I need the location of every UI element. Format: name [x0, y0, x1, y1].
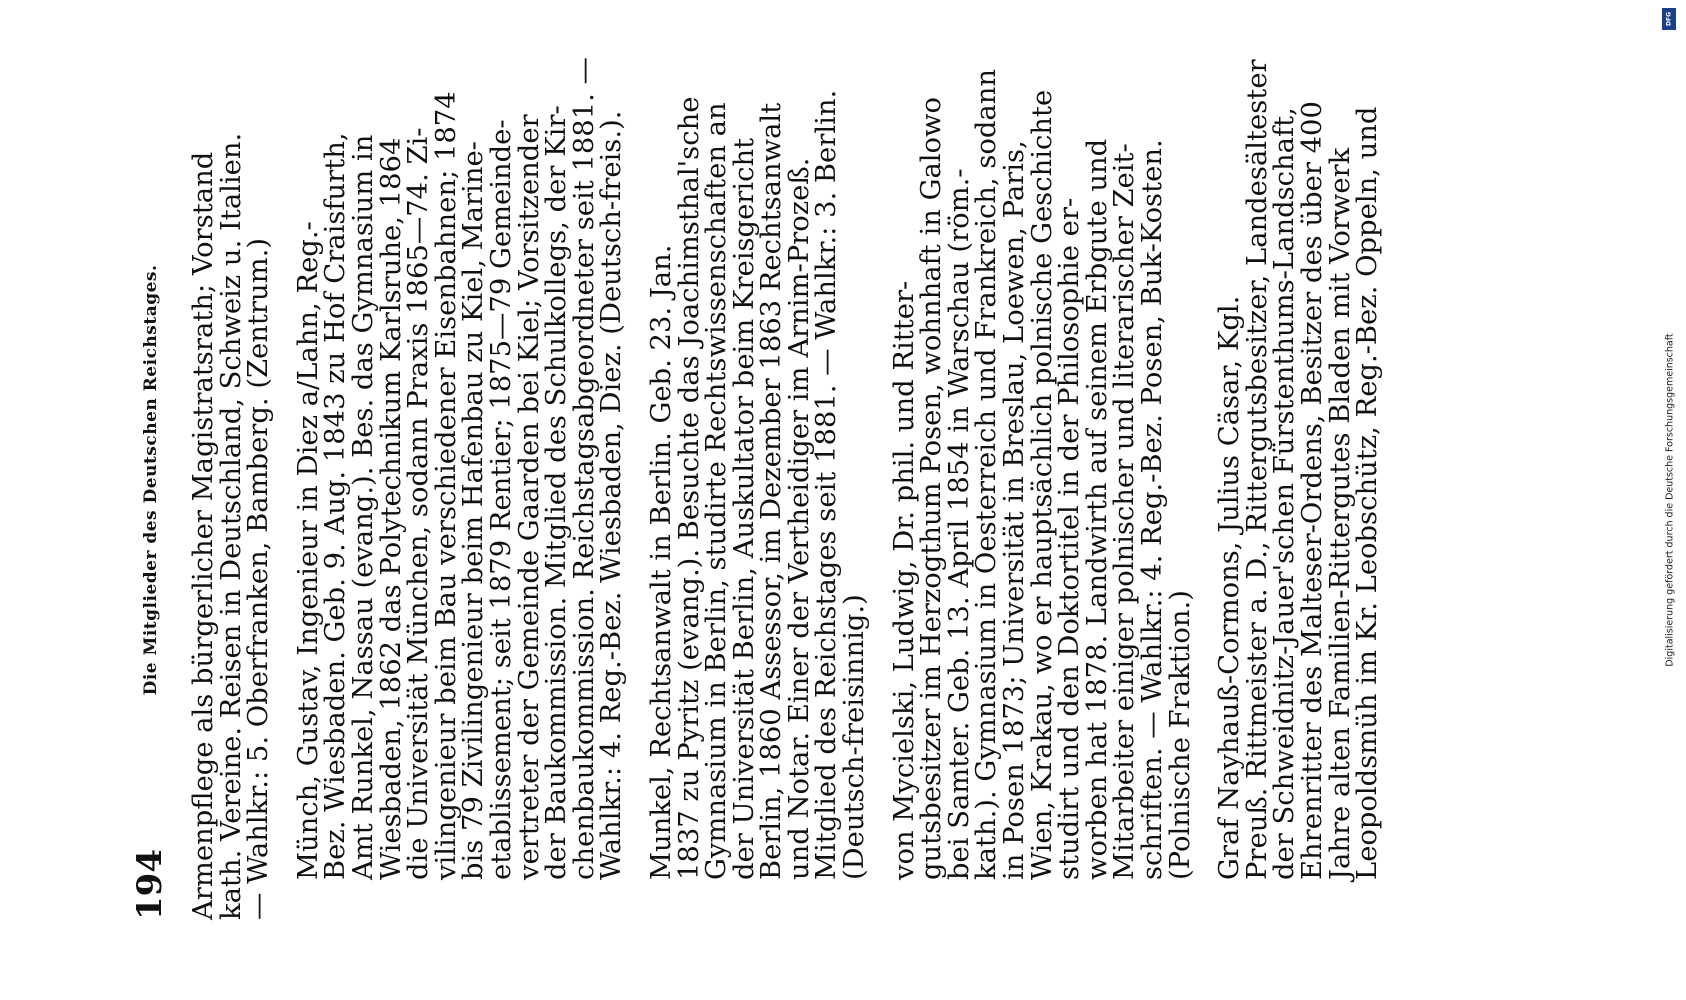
entry-nayhauss-cormons: [1216, 30, 1382, 920]
text-line: Munkel, Rechtsanwalt in Berlin. Geb. 23. Jan.: [645, 244, 677, 880]
text-line: Münch, Gustav, Ingenieur in Diez a/Lahn, Reg.-: [292, 221, 324, 880]
text-line: Wien, Krakau, wo er hauptsächlich polnische Geschichte: [1026, 89, 1058, 880]
text-line: bei Samter. Geb. 13. April 1854 in Warschau (röm.-: [943, 168, 975, 880]
dfg-logo: [1662, 8, 1676, 30]
text-line: kath.). Gymnasium in Oesterreich und Frankreich, sodann: [971, 68, 1003, 880]
text-line: Bez. Wiesbaden. Geb. 9. Aug. 1843 zu Hof Craisfurth,: [320, 132, 352, 880]
text-line: etablissement; seit 1879 Rentier; 1875—79 Gemeinde-: [485, 119, 517, 880]
digitization-note: Digitalisierung gefördert durch die Deutsche Forschungsgemeinschaft: [1664, 333, 1676, 667]
running-head: Die Mitglieder des Deutschen Reichstages.: [141, 264, 161, 696]
entry-mycielski: [888, 30, 1196, 920]
text-line: vilingenieur beim Bau verschiedener Eisenbahnen; 1874: [430, 91, 462, 880]
dfg-logo-text: DFG: [1665, 11, 1673, 27]
text-line: Ehrenritter des Malteser-Ordens, Besitzer des über 400: [1296, 101, 1328, 880]
text-line: Wahlkr.: 4. Reg.-Bez. Wiesbaden, Diez. (Deutsch-freis.).: [596, 110, 628, 880]
text-line: Leopoldsmüh im Kr. Leobschütz, Reg.-Bez. Oppeln, und: [1352, 106, 1384, 880]
text-line: Graf Nayhauß-Cormons, Julius Cäsar, Kgl.: [1214, 295, 1246, 880]
text-line: — Wahlkr.: 5. Oberfranken, Bamberg. (Zentrum.): [243, 237, 275, 920]
page-number: 194: [130, 849, 170, 920]
text-line: der Universität Berlin, Auskultator beim Kreisgericht: [728, 137, 760, 880]
text-line: Amt Runkel, Nassau (evang.). Bes. das Gymnasium in: [347, 134, 379, 880]
text-line: Jahre alten Familien-Rittergutes Bladen mit Vorwerk: [1324, 147, 1356, 880]
rotated-book-page: [130, 10, 1590, 950]
text-line: Wiesbaden, 1862 das Polytechnikum Karlsruhe, 1864: [375, 137, 407, 880]
text-line: gutsbesitzer im Herzogthum Posen, wohnhaft in Galowo: [916, 97, 948, 880]
text-line: kath. Vereine. Reisen in Deutschland, Schweiz u. Italien.: [215, 132, 247, 920]
text-line: (Deutsch-freisinnig.): [839, 594, 871, 880]
text-line: bis 79 Zivilingenieur beim Hafenbau zu Kiel, Marine-: [458, 141, 490, 880]
body-text: [190, 30, 1404, 920]
text-line: der Schweidnitz-Jauer'schen Fürstenthums-Landschaft,: [1269, 107, 1301, 880]
text-line: (Polnische Fraktion.): [1164, 590, 1196, 880]
text-line: worben hat 1878. Landwirth auf seinem Erbgute und: [1081, 138, 1113, 880]
text-line: Berlin, 1860 Assessor, im Dezember 1863 Rechtsanwalt: [756, 102, 788, 880]
page-header: [130, 40, 180, 920]
text-line: studirt und den Doktortitel in der Philosophie er-: [1054, 197, 1086, 880]
text-line: 1837 zu Pyritz (evang.). Besuchte das Joachimsthal'sche: [673, 96, 705, 880]
text-line: in Posen 1873; Universität in Breslau, Loewen, Paris,: [999, 140, 1031, 880]
text-line: von Mycielski, Ludwig, Dr. phil. und Ritter-: [888, 280, 920, 880]
text-line: Armenpflege als bürgerlicher Magistratsrath; Vorstand: [188, 151, 219, 920]
text-line: Mitglied des Reichstages seit 1881. — Wahlkr.: 3. Berlin.: [811, 89, 843, 880]
entry-munkel: [645, 30, 871, 920]
text-line: Mitarbeiter einiger polnischer und literarischer Zeit-: [1109, 143, 1141, 880]
text-line: chenbaukommission. Reichstagsabgeordneter seit 1881. —: [568, 57, 600, 880]
entry-muench: [292, 30, 628, 920]
text-line: die Universität München, sodann Praxis 1865—74. Zi-: [403, 127, 435, 880]
text-line: Gymnasium in Berlin, studirte Rechtswissenschaften an: [701, 102, 733, 880]
text-line: Preuß. Rittmeister a. D., Rittergutsbesitzer, Landesältester: [1241, 59, 1273, 880]
text-line: vertreter der Gemeinde Gaarden bei Kiel; Vorsitzender: [513, 114, 545, 880]
paragraph-continuation: [190, 30, 273, 920]
text-line: schriften. — Wahlkr.: 4. Reg.-Bez. Posen, Buk-Kosten.: [1137, 139, 1168, 880]
text-line: der Baukommission. Mitglied des Schulkollegs, der Kir-: [541, 105, 573, 880]
text-line: und Notar. Einer der Vertheidiger im Arnim-Prozeß.: [783, 157, 815, 880]
